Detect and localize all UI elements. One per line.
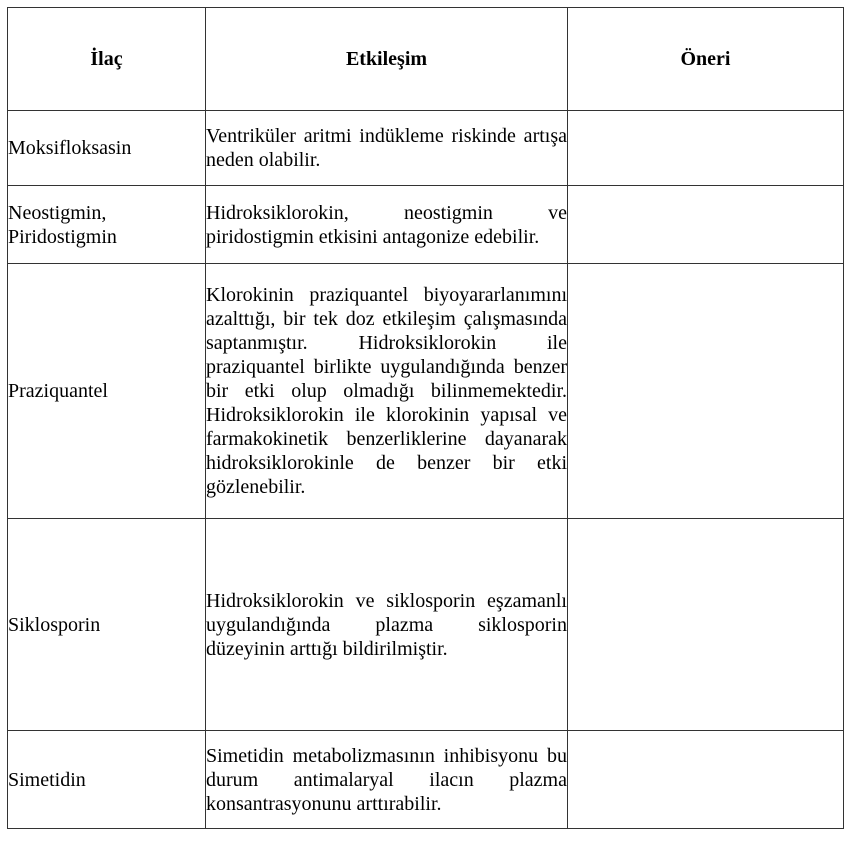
drug-interaction-table [7,7,844,829]
table-row [8,519,844,731]
interaction-cell [206,519,568,731]
interaction-text: Klorokinin praziquantel biyoyararlanımını azalttığı, bir tek doz etkileşim çalışmasında saptanmıştır. Hidroksiklorokin ile praziquantel birlikte uygulandığında benzer bir etki olup olmadığı bilinmemektedir. Hidroksiklorokin ile klorokinin yapısal ve farmakokinetik benzerliklerine dayanarak hidroksiklorokinle de benzer bir etki gözlenebilir. [206,284,567,498]
interaction-text: Hidroksiklorokin, neostigmin ve piridostigmin etkisini antagonize edebilir. [206,201,567,248]
drug-cell: Neostigmin, Piridostigmin [8,186,206,264]
interaction-text: Simetidin metabolizmasının inhibisyonu bu durum antimalaryal ilacın plazma konsantrasyonunu arttırabilir. [206,744,567,815]
header-interaction: Etkileşim [206,8,568,111]
drug-cell: Moksifloksasin [8,111,206,186]
table-row [8,264,844,519]
drug-cell: Siklosporin [8,519,206,731]
table-row [8,111,844,186]
table-header-row [8,8,844,111]
interaction-cell [206,186,568,264]
interaction-text: Hidroksiklorokin ve siklosporin eşzamanlı uygulandığında plazma siklosporin düzeyinin arttığı bildirilmiştir. [206,589,567,660]
drug-cell: Praziquantel [8,264,206,519]
advice-cell [568,731,844,829]
advice-cell [568,264,844,519]
drug-cell: Simetidin [8,731,206,829]
header-drug: İlaç [8,8,206,111]
advice-cell [568,519,844,731]
advice-cell [568,186,844,264]
advice-cell [568,111,844,186]
interaction-cell [206,731,568,829]
interaction-cell [206,111,568,186]
table-row [8,186,844,264]
interaction-text: Ventriküler aritmi indükleme riskinde artışa neden olabilir. [206,125,567,171]
interaction-cell [206,264,568,519]
header-advice: Öneri [568,8,844,111]
table-row [8,731,844,829]
